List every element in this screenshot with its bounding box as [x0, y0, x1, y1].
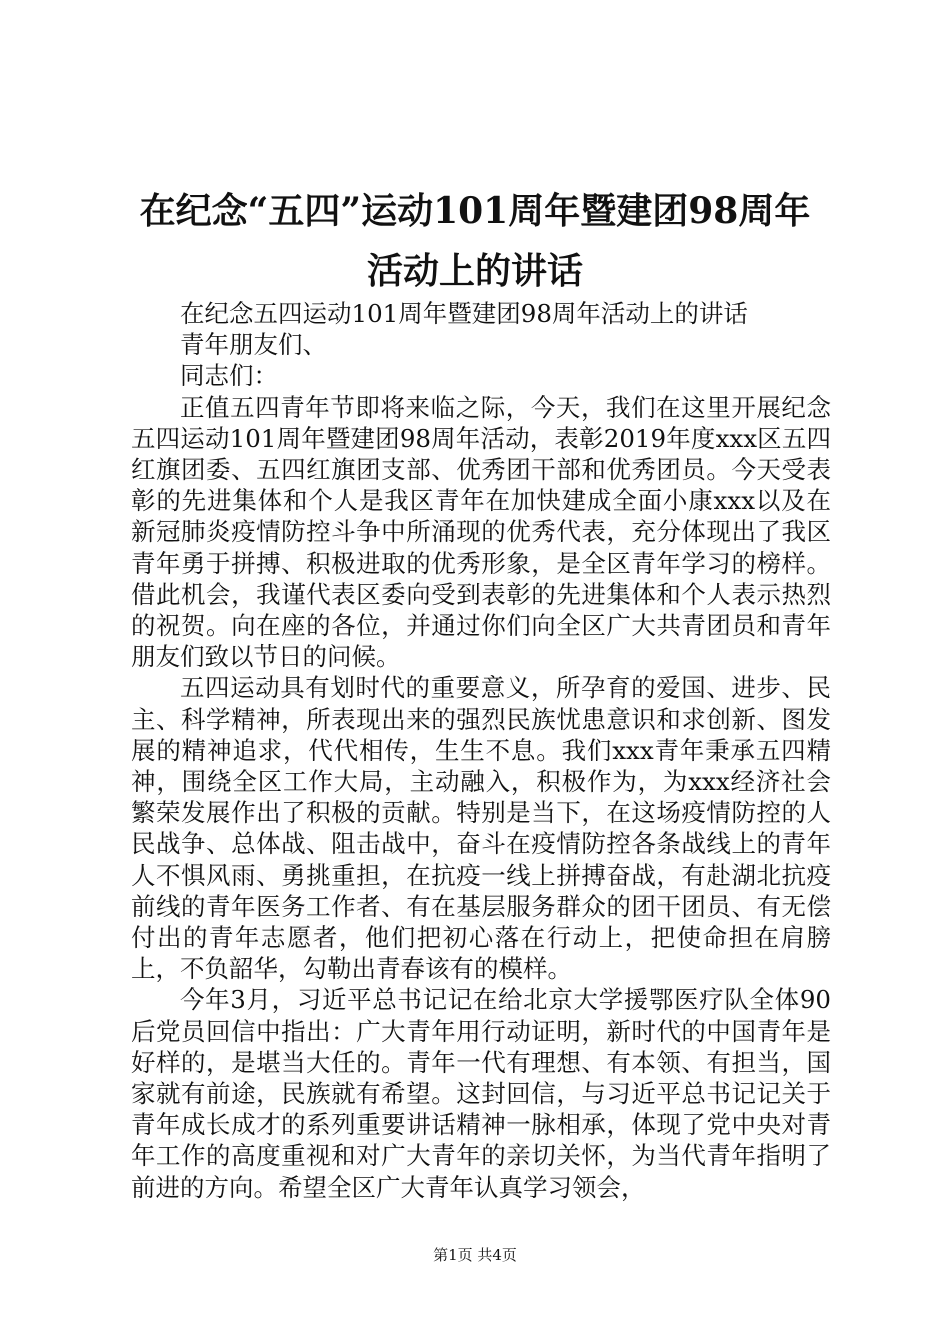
paragraph-body-3: 今年3月，习近平总书记记在给北京大学援鄂医疗队全体90后党员回信中指出：广大青年用行动证明，新时代的中国青年是好样的，是堪当大任的。青年一代有理想、有本领、有担当，国家就有前途，民族就有希望。这封回信，与习近平总书记记关于青年成长成才的系列重要讲话精神一脉相承，体现了党中央对青年工作的高度重视和对广大青年的亲切关怀，为当代青年指明了前进的方向。希望全区广大青年认真学习领会，	[131, 985, 831, 1202]
paragraph-subtitle: 在纪念五四运动101周年暨建团98周年活动上的讲话	[180, 299, 748, 328]
paragraph-salutation-2: 同志们：	[180, 361, 278, 391]
paragraph-salutation-1: 青年朋友们、	[180, 330, 327, 360]
document-title-line-1: 在纪念“五四”运动101周年暨建团98周年	[139, 190, 811, 232]
paragraph-body-2: 五四运动具有划时代的重要意义，所孕育的爱国、进步、民主、科学精神，所表现出来的强烈民族忧患意识和求创新、图发展的精神追求，代代相传，生生不息。我们xxx青年秉承五四精神，围绕全区工作大局，主动融入，积极作为，为xxx经济社会繁荣发展作出了积极的贡献。特别是当下，在这场疫情防控的人民战争、总体战、阻击战中，奋斗在疫情防控各条战线上的青年人不惧风雨、勇挑重担，在抗疫一线上拼搏奋战，有赴湖北抗疫前线的青年医务工作者、有在基层服务群众的团干团员、有无偿付出的青年志愿者，他们把初心落在行动上，把使命担在肩膀上，不负韶华，勾勒出青春该有的模样。	[131, 673, 831, 984]
document-title-line-2: 活动上的讲话	[366, 250, 583, 292]
document-body	[131, 298, 831, 1203]
page-footer: 第1页 共4页	[433, 1246, 517, 1264]
paragraph-body-1: 正值五四青年节即将来临之际，今天，我们在这里开展纪念五四运动101周年暨建团98周年活动，表彰2019年度xxx区五四红旗团委、五四红旗团支部、优秀团干部和优秀团员。今天受表彰的先进集体和个人是我区青年在加快建成全面小康xxx以及在新冠肺炎疫情防控斗争中所涌现的优秀代表，充分体现出了我区青年勇于拼搏、积极进取的优秀形象，是全区青年学习的榜样。借此机会，我谨代表区委向受到表彰的先进集体和个人表示热烈的祝贺。向在座的各位，并通过你们向全区广大共青团员和青年朋友们致以节日的问候。	[131, 392, 831, 672]
